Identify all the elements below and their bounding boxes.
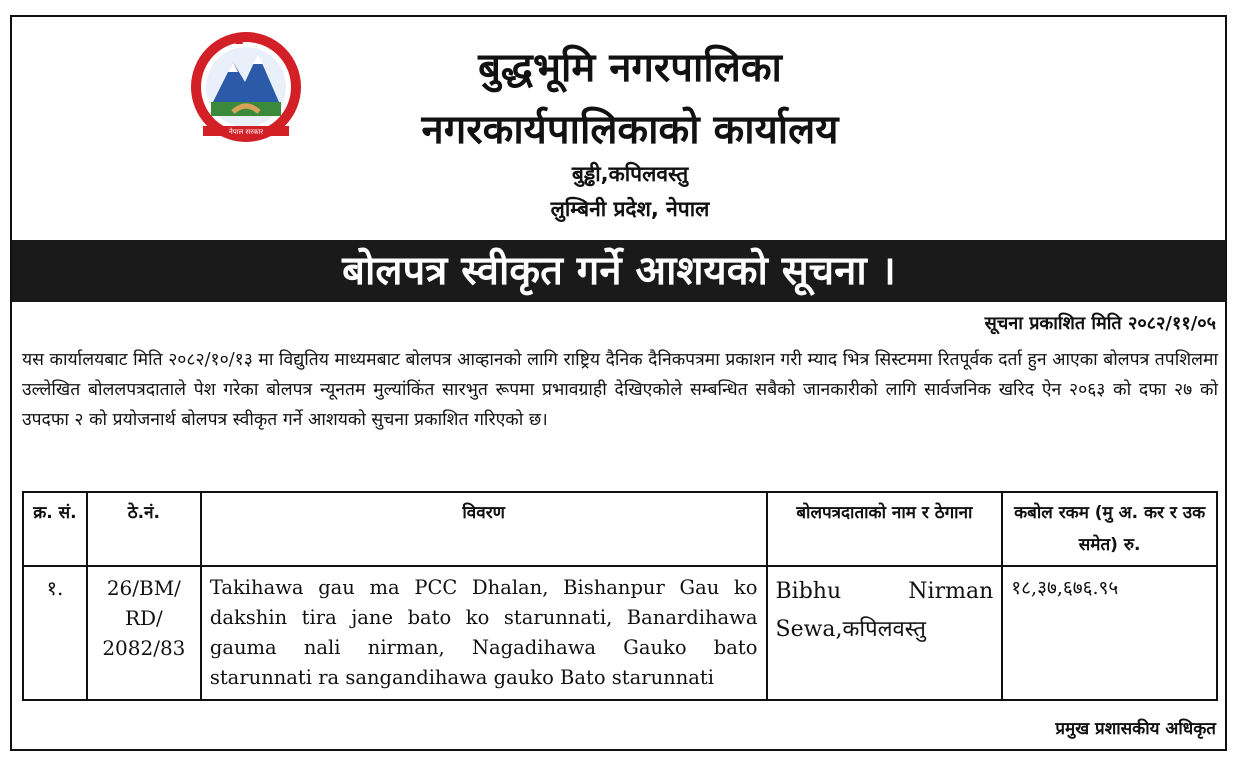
row-amount: १८,३७,६७६.९५ — [1002, 566, 1217, 700]
municipality-title: बुद्धभूमि नगरपालिका — [478, 45, 782, 91]
address-line-1: बुड्ढी,कपिलवस्तु — [571, 162, 689, 186]
office-title: नगरकार्यपालिकाको कार्यालय — [421, 107, 839, 153]
signature: प्रमुख प्रशासकीय अधिकृत — [1055, 719, 1216, 739]
bid-table — [22, 491, 1218, 701]
address-line-2: लुम्बिनी प्रदेश, नेपाल — [550, 197, 710, 221]
row-description: Takihawa gau ma PCC Dhalan, Bishanpur Gau ko dakshin tira jane bato ko starunnati, Banardihawa gauma nali nirman, Nagadihawa Gauko bato starunnati ra sangandihawa gauko Bato starunnati — [201, 566, 767, 700]
header-bidder: बोलपत्रदाताको नाम र ठेगाना — [767, 492, 1003, 566]
published-date: सूचना प्रकाशित मिति २०८२/११/०५ — [984, 313, 1216, 334]
notice-banner: बोलपत्र स्वीकृत गर्ने आशयको सूचना । — [12, 240, 1226, 302]
svg-text:नेपाल सरकार: नेपाल सरकार — [228, 128, 264, 136]
row-sn: १. — [23, 566, 87, 700]
header-description: विवरण — [201, 492, 767, 566]
header-sn: क्र. सं. — [23, 492, 87, 566]
header-contract-no: ठे.नं. — [87, 492, 201, 566]
nepal-emblem-icon — [183, 32, 309, 142]
table-header-row — [23, 492, 1217, 566]
notice-body: यस कार्यालयबाट मिति २०८२/१०/१३ मा विद्युतिय माध्यमबाट बोलपत्र आव्हानको लागि राष्ट्रिय दैनिक दैनिकपत्रमा प्रकाशन गरी म्याद भित्र सिस्टममा रितपूर्वक दर्ता हुन आएका बोलपत्र तपशिलमा उल्लेखित बोललपत्रदाताले पेश गरेका बोलपत्र न्यूनतम मुल्यांकिंत सारभुत रूपमा प्रभावग्राही देखिएकोले सम्बन्धित सबैको जानकारीको लागि सार्वजनिक खरिद ऐन २०६३ को दफा २७ को उपदफा २ को प्रयोजनार्थ बोलपत्र स्वीकृत गर्ने आशयको सुचना प्रकाशित गरिएको छ। — [22, 350, 1219, 430]
row-contract-no: 26/BM/ RD/ 2082/83 — [87, 566, 201, 700]
row-bidder: Bibhu Nirman Sewa,कपिलवस्तु — [767, 566, 1003, 700]
table-row — [23, 566, 1217, 700]
header-amount: कबोल रकम (मु अ. कर र उक समेत) रु. — [1002, 492, 1217, 566]
